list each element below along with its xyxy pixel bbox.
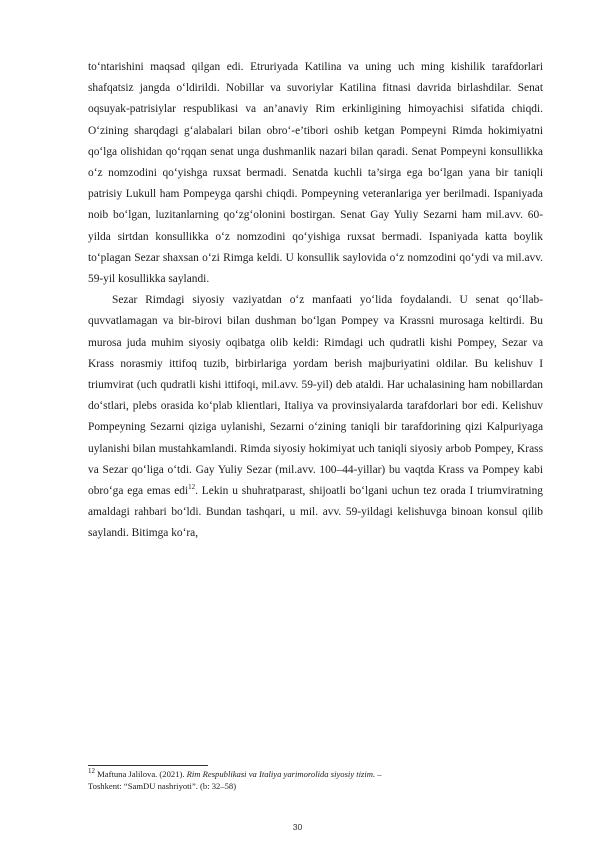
footnote-line-1 [88,768,543,780]
footnote-dash: – [375,769,382,779]
page-number: 30 [292,822,303,832]
footnote-line-2: Toshkent: “SamDU nashriyoti”. (b: 32–58) [88,781,237,791]
footnote-title: Rim Respublikasi va Italiya yarimorolida siyosiy tizim. [186,769,376,779]
paragraph-2-text-before-ref: Sezar Rimdagi siyosiy vaziyatdan o‘z manfaati yo‘lida foydalandi. U senat qo‘llab-quvvatlamagan va bir-birovi bilan dushman bo‘lgan Pompey va Krassni murosaga keltirdi. Bu murosa juda muhim siyosiy oqibatga olib keldi: Rimdagi uch qudratli kishi Pompey, Sezar va Krass norasmiy ittifoq tuzib, birbirlariga yordam berish majburiyatini oldilar. Bu kelishuv I triumvirat (uch qudratli kishi ittifoqi, mil.avv. 59-yil) deb ataldi. Har uchalasining ham nobillardan do‘stlari, plebs orasida ko‘plab klientlari, Italiya va provinsiyalarda tarafdorlari bor edi. Kelishuv Pompeyning Sezarni qiziga uylanishi, Sezarni o‘zining taniqli bir tarafdorining qizi Kalpuriyaga uylanishi bilan mustahkamlandi. Rimda siyosiy hokimiyat uch taniqli siyosiy arbob Pompey, Krass va Sezar qo‘liga o‘tdi. Gay Yuliy Sezar (mil.avv. 100–44-yillar) bu vaqtda Krass va Pompey kabi obro‘ga ega emas edi [88,294,543,498]
footnote-separator [88,765,208,766]
footnote-author: Maftuna Jalilova. (2021). [95,769,187,779]
footnote-number: 12 [88,767,95,776]
body-paragraph-2 [88,290,543,544]
body-paragraph-1: to‘ntarishini maqsad qilgan edi. Etruriyada Katilina va uning uch ming kishilik tarafdorlari shafqatsiz jangda o‘ldirildi. Nobillar va suvoriylar Katilina fitnasi davrida birlashdilar. Senat oqsuyak-patrisiylar respublikasi va an’anaviy Rim erkinligining himoyachisi sifatida chiqdi. O‘zining sharqdagi g‘alabalari bilan obro‘-e’tibori oshib ketgan Pompeyni Rimda hokimiyatni qo‘lga olishidan qo‘rqqan senat unga dushmanlik nazari bilan qaradi. Senat Pompeyni konsullikka o‘z nomzodini qo‘yishga ruxsat bermadi. Senatda kuchli ta’sirga ega bo‘lgan yana bir taniqli patrisiy Lukull ham Pompeyga qarshi chiqdi. Pompeyning veteranlariga yer berilmadi. Ispaniyada noib bo‘lgan, luzitanlarning qo‘zg‘olonini bostirgan. Senat Gay Yuliy Sezarni ham mil.avv. 60-yilda sirtdan konsullikka o‘z nomzodini qo‘yishiga ruxsat bermadi. Ispaniyada katta boylik to‘plagan Sezar shaxsan o‘zi Rimga keldi. U konsullik saylovida o‘z nomzodini qo‘ydi va mil.avv. 59-yil kosullikka saylandi. [88,61,543,286]
footnote [88,768,543,792]
page-body [88,57,543,545]
footnote-reference[interactable]: 12 [188,483,196,492]
paragraph-2-text-after-ref: . Lekin u shuhratparast, shijoatli bo‘lgani uchun tez orada I triumviratning amaldagi rahbari bo‘ldi. Bundan tashqari, u mil. avv. 59-yildagi kelishuvga binoan konsul qilib saylandi. Bitimga ko‘ra, [88,485,543,540]
